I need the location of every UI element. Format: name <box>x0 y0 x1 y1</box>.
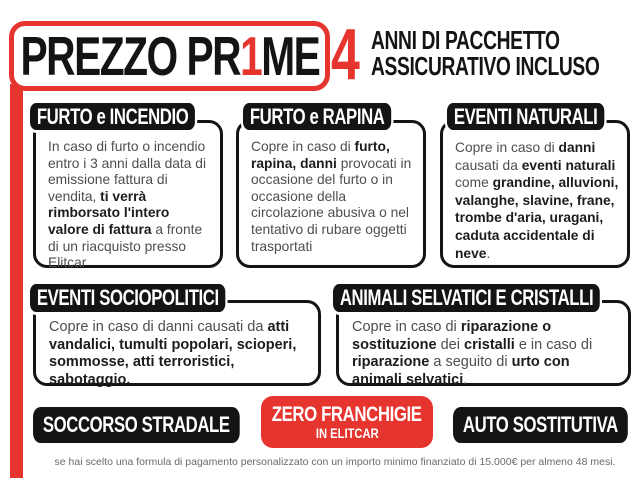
card-body: Copre in caso di furto, rapina, danni provocati in occasione del furto o in occasione della circolazione abusiva o nel tentativo di rubare oggetti trasportati <box>251 139 412 254</box>
badge-zero-franchigie-line2: IN ELITCAR <box>315 424 379 441</box>
title-suffix: ME <box>260 24 319 87</box>
card-title-eventi-sociopolitici: EVENTI SOCIOPOLITICI <box>30 284 226 312</box>
years-count: 4 <box>331 15 359 95</box>
footer-disclaimer: se hai scelto una formula di pagamento personalizzato con un importo minimo finanziato di 15.000€ per almeno 48 mesi. <box>54 456 616 468</box>
card-title-animali-selvatici-cristalli: ANIMALI SELVATICI E CRISTALLI <box>333 284 600 312</box>
title-highlight-one: 1 <box>239 24 261 87</box>
title-prefix: PREZZO PR <box>20 24 240 87</box>
badge-soccorso-stradale: SOCCORSO STRADALE <box>33 407 240 443</box>
card-title-furto-rapina: FURTO e RAPINA <box>243 103 391 130</box>
card-furto-rapina <box>236 120 426 268</box>
card-furto-incendio <box>33 120 223 271</box>
title-box <box>9 21 330 91</box>
card-eventi-sociopolitici <box>33 300 321 386</box>
card-body: Copre in caso di riparazione o sostituzione dei cristalli e in caso di riparazione a seguito di urto con animali selvatici. <box>352 319 593 388</box>
badge-auto-sostitutiva: AUTO SOSTITUTIVA <box>453 407 628 443</box>
card-animali-selvatici-cristalli <box>336 300 631 386</box>
card-body: Copre in caso di danni causati da atti vandalici, tumulti popolari, scioperi, sommosse, atti terroristici, sabotaggio. <box>49 319 297 388</box>
card-body: Copre in caso di danni causati da eventi naturali come grandine, alluvioni, valanghe, slavine, frane, trombe d'aria, uragani, caduta accidentale di neve. <box>455 140 619 261</box>
card-title-eventi-naturali: EVENTI NATURALI <box>447 103 604 130</box>
page-title <box>20 24 319 87</box>
card-body: In caso di furto o incendio entro i 3 anni dalla data di emissione fattura di vendita, ti verrà rimborsato l'intero valore di fattura a fronte di un riacquisto presso Elitcar <box>48 139 207 271</box>
red-accent-bar <box>10 84 23 478</box>
card-title-furto-incendio: FURTO e INCENDIO <box>30 103 195 130</box>
card-eventi-naturali <box>440 120 630 268</box>
years-label-line1: ANNI DI PACCHETTO <box>371 25 560 55</box>
years-label-line2: ASSICURATIVO INCLUSO <box>371 51 600 81</box>
badge-zero-franchigie <box>261 396 433 448</box>
badge-zero-franchigie-line1: ZERO FRANCHIGIE <box>272 402 422 426</box>
years-label <box>371 27 599 79</box>
